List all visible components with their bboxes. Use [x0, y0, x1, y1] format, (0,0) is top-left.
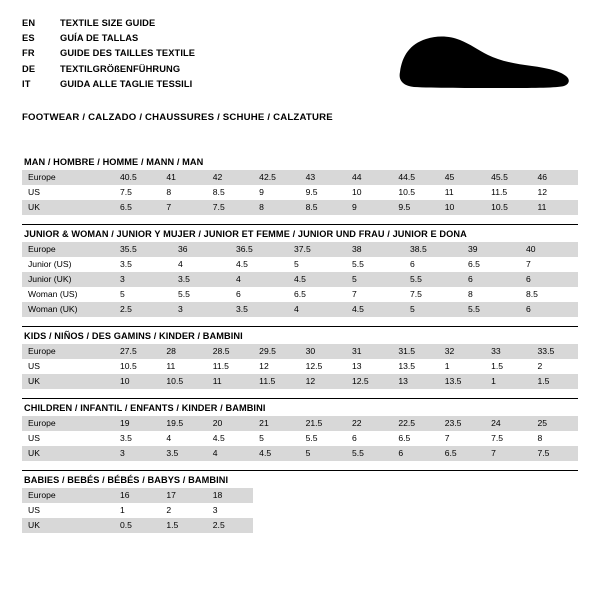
cell: 5 — [114, 287, 172, 302]
cell: 31.5 — [392, 344, 438, 359]
language-code: ES — [22, 33, 35, 44]
table-row — [22, 257, 578, 272]
section-title: CHILDREN / INFANTIL / ENFANTS / KINDER / BAMBINI — [22, 398, 578, 416]
row-label: UK — [22, 446, 114, 461]
row-label: Europe — [22, 170, 114, 185]
cell: 5.5 — [172, 287, 230, 302]
table-row — [22, 272, 578, 287]
table-row — [22, 287, 578, 302]
table-row — [22, 416, 578, 431]
cell: 13 — [392, 374, 438, 389]
cell: 16 — [114, 488, 160, 503]
cell: 7 — [520, 257, 578, 272]
language-code: IT — [22, 78, 31, 89]
cell: 0.5 — [114, 518, 160, 533]
cell: 3 — [172, 302, 230, 317]
cell: 10 — [114, 374, 160, 389]
cell: 19.5 — [160, 416, 206, 431]
cell: 1 — [485, 374, 531, 389]
cell: 22 — [346, 416, 392, 431]
section-title: KIDS / NIÑOS / DES GAMINS / KINDER / BAMBINI — [22, 326, 578, 344]
cell: 8.5 — [300, 200, 346, 215]
table-row — [22, 200, 578, 215]
cell: 27.5 — [114, 344, 160, 359]
table-row — [22, 503, 578, 518]
cell-empty — [253, 488, 299, 503]
cell-empty — [346, 518, 392, 533]
cell: 4.5 — [207, 431, 253, 446]
language-title: TEXTILGRÖßENFÜHRUNG — [60, 63, 181, 74]
cell: 23.5 — [439, 416, 485, 431]
cell: 11 — [207, 374, 253, 389]
cell: 6.5 — [392, 431, 438, 446]
cell: 11.5 — [253, 374, 299, 389]
language-title-list — [22, 16, 195, 92]
table-row — [22, 185, 578, 200]
cell: 4.5 — [253, 446, 299, 461]
cell: 5.5 — [346, 257, 404, 272]
cell: 8 — [462, 287, 520, 302]
cell: 7 — [346, 287, 404, 302]
row-label: Junior (UK) — [22, 272, 114, 287]
cell: 8 — [532, 431, 578, 446]
cell: 13 — [346, 359, 392, 374]
section-kids — [0, 326, 600, 389]
cell: 37.5 — [288, 242, 346, 257]
language-code: FR — [22, 48, 35, 59]
cell: 7.5 — [532, 446, 578, 461]
cell: 10.5 — [485, 200, 531, 215]
cell: 32 — [439, 344, 485, 359]
cell: 6 — [392, 446, 438, 461]
cell: 4 — [288, 302, 346, 317]
dress-shoe-icon — [392, 26, 572, 98]
cell: 10 — [439, 200, 485, 215]
cell-empty — [532, 503, 578, 518]
spacer — [0, 215, 600, 224]
size-table-babies — [22, 488, 578, 533]
cell: 1 — [114, 503, 160, 518]
cell: 45 — [439, 170, 485, 185]
cell: 4 — [160, 431, 206, 446]
cell: 30 — [300, 344, 346, 359]
language-code: EN — [22, 18, 36, 28]
cell-empty — [392, 488, 438, 503]
cell: 7.5 — [485, 431, 531, 446]
size-table-kids — [22, 344, 578, 389]
cell: 12 — [253, 359, 299, 374]
cell: 3.5 — [172, 272, 230, 287]
cell: 3.5 — [230, 302, 288, 317]
cell: 6.5 — [288, 287, 346, 302]
cell: 4 — [172, 257, 230, 272]
cell: 6 — [404, 257, 462, 272]
cell: 11 — [532, 200, 578, 215]
language-title: TEXTILE SIZE GUIDE — [60, 18, 156, 28]
cell: 3.5 — [160, 446, 206, 461]
cell: 3.5 — [114, 431, 160, 446]
cell: 9.5 — [300, 185, 346, 200]
cell: 4 — [207, 446, 253, 461]
cell: 5 — [253, 431, 299, 446]
cell: 1.5 — [532, 374, 578, 389]
row-label: Europe — [22, 344, 114, 359]
section-title: BABIES / BEBÉS / BÉBÉS / BABYS / BAMBINI — [22, 470, 578, 488]
cell-empty — [532, 518, 578, 533]
table-row — [22, 170, 578, 185]
cell-empty — [485, 518, 531, 533]
cell: 13.5 — [439, 374, 485, 389]
language-row — [22, 31, 195, 46]
cell: 18 — [207, 488, 253, 503]
spacer — [0, 389, 600, 398]
cell: 4.5 — [346, 302, 404, 317]
cell: 25 — [532, 416, 578, 431]
cell: 21 — [253, 416, 299, 431]
cell: 6 — [346, 431, 392, 446]
spacer — [0, 317, 600, 326]
cell: 21.5 — [300, 416, 346, 431]
cell: 1.5 — [160, 518, 206, 533]
cell: 11.5 — [207, 359, 253, 374]
cell: 7 — [485, 446, 531, 461]
row-label: Europe — [22, 242, 114, 257]
cell: 42.5 — [253, 170, 299, 185]
cell-empty — [300, 488, 346, 503]
language-row — [22, 77, 195, 92]
cell: 6.5 — [114, 200, 160, 215]
cell: 3 — [114, 446, 160, 461]
spacer — [0, 461, 600, 470]
cell-empty — [300, 518, 346, 533]
cell: 28 — [160, 344, 206, 359]
cell: 5.5 — [346, 446, 392, 461]
cell: 6 — [520, 302, 578, 317]
cell: 40 — [520, 242, 578, 257]
cell: 11 — [439, 185, 485, 200]
cell: 44 — [346, 170, 392, 185]
cell: 45.5 — [485, 170, 531, 185]
size-table-children — [22, 416, 578, 461]
cell: 7 — [439, 431, 485, 446]
cell: 35.5 — [114, 242, 172, 257]
cell: 8 — [253, 200, 299, 215]
cell: 9 — [346, 200, 392, 215]
cell: 10 — [346, 185, 392, 200]
cell: 2.5 — [114, 302, 172, 317]
table-row — [22, 374, 578, 389]
cell: 2 — [532, 359, 578, 374]
table-row — [22, 359, 578, 374]
size-table-junior-woman — [22, 242, 578, 317]
table-row — [22, 431, 578, 446]
category-heading: FOOTWEAR / CALZADO / CHAUSSURES / SCHUHE / CALZATURE — [22, 112, 333, 123]
section-junior-woman — [0, 224, 600, 317]
cell: 39 — [462, 242, 520, 257]
row-label: Woman (US) — [22, 287, 114, 302]
cell: 41 — [160, 170, 206, 185]
cell: 4 — [230, 272, 288, 287]
cell: 36.5 — [230, 242, 288, 257]
section-man — [0, 153, 600, 215]
language-title: GUIDE DES TAILLES TEXTILE — [60, 48, 196, 59]
cell: 10.5 — [160, 374, 206, 389]
cell-empty — [532, 488, 578, 503]
table-row — [22, 302, 578, 317]
cell: 46 — [532, 170, 578, 185]
cell: 6.5 — [462, 257, 520, 272]
language-row — [22, 62, 195, 77]
cell: 28.5 — [207, 344, 253, 359]
cell: 31 — [346, 344, 392, 359]
cell: 5 — [300, 446, 346, 461]
section-children — [0, 398, 600, 461]
cell: 6.5 — [439, 446, 485, 461]
cell: 6 — [520, 272, 578, 287]
cell-empty — [346, 488, 392, 503]
row-label: UK — [22, 518, 114, 533]
size-table-man — [22, 170, 578, 215]
cell: 20 — [207, 416, 253, 431]
cell: 1 — [439, 359, 485, 374]
cell: 44.5 — [392, 170, 438, 185]
cell: 5 — [346, 272, 404, 287]
cell: 12 — [300, 374, 346, 389]
row-label: Woman (UK) — [22, 302, 114, 317]
cell: 11.5 — [485, 185, 531, 200]
cell: 7.5 — [404, 287, 462, 302]
cell: 10.5 — [392, 185, 438, 200]
section-title: JUNIOR & WOMAN / JUNIOR Y MUJER / JUNIOR ET FEMME / JUNIOR UND FRAU / JUNIOR E DONA — [22, 224, 578, 242]
table-row — [22, 518, 578, 533]
row-label: Junior (US) — [22, 257, 114, 272]
cell-empty — [253, 518, 299, 533]
cell: 17 — [160, 488, 206, 503]
cell: 11 — [160, 359, 206, 374]
cell: 19 — [114, 416, 160, 431]
cell: 24 — [485, 416, 531, 431]
cell: 22.5 — [392, 416, 438, 431]
cell: 12.5 — [346, 374, 392, 389]
row-label: US — [22, 359, 114, 374]
language-code: DE — [22, 63, 36, 74]
cell: 12 — [532, 185, 578, 200]
cell: 42 — [207, 170, 253, 185]
language-title: GUÍA DE TALLAS — [60, 33, 139, 44]
cell: 5.5 — [404, 272, 462, 287]
document-header — [0, 0, 600, 110]
cell: 8.5 — [520, 287, 578, 302]
cell-empty — [253, 503, 299, 518]
cell-empty — [439, 518, 485, 533]
cell-empty — [439, 488, 485, 503]
table-row — [22, 242, 578, 257]
cell: 7.5 — [207, 200, 253, 215]
cell: 40.5 — [114, 170, 160, 185]
table-row — [22, 344, 578, 359]
cell: 43 — [300, 170, 346, 185]
cell: 7.5 — [114, 185, 160, 200]
cell: 5.5 — [300, 431, 346, 446]
cell: 3 — [207, 503, 253, 518]
cell: 12.5 — [300, 359, 346, 374]
cell: 6 — [230, 287, 288, 302]
cell: 10.5 — [114, 359, 160, 374]
cell-empty — [392, 518, 438, 533]
language-row — [22, 46, 195, 61]
cell: 8.5 — [207, 185, 253, 200]
cell: 5 — [288, 257, 346, 272]
section-babies — [0, 470, 600, 533]
cell: 4.5 — [230, 257, 288, 272]
cell: 1.5 — [485, 359, 531, 374]
row-label: UK — [22, 200, 114, 215]
cell: 4.5 — [288, 272, 346, 287]
cell: 7 — [160, 200, 206, 215]
cell: 3 — [114, 272, 172, 287]
cell: 38.5 — [404, 242, 462, 257]
cell: 6 — [462, 272, 520, 287]
cell: 5 — [404, 302, 462, 317]
row-label: US — [22, 503, 114, 518]
cell: 3.5 — [114, 257, 172, 272]
table-row — [22, 446, 578, 461]
row-label: Europe — [22, 488, 114, 503]
cell: 13.5 — [392, 359, 438, 374]
cell: 2.5 — [207, 518, 253, 533]
cell: 36 — [172, 242, 230, 257]
cell: 9.5 — [392, 200, 438, 215]
cell: 38 — [346, 242, 404, 257]
cell: 9 — [253, 185, 299, 200]
cell: 33.5 — [532, 344, 578, 359]
cell: 5.5 — [462, 302, 520, 317]
row-label: UK — [22, 374, 114, 389]
cell-empty — [392, 503, 438, 518]
row-label: Europe — [22, 416, 114, 431]
section-title: MAN / HOMBRE / HOMME / MANN / MAN — [24, 157, 204, 167]
row-label: US — [22, 431, 114, 446]
language-title: GUIDA ALLE TAGLIE TESSILI — [60, 78, 193, 89]
cell: 2 — [160, 503, 206, 518]
cell-empty — [300, 503, 346, 518]
cell-empty — [439, 503, 485, 518]
row-label: US — [22, 185, 114, 200]
cell-empty — [485, 503, 531, 518]
language-row — [22, 16, 195, 31]
cell: 29.5 — [253, 344, 299, 359]
table-row — [22, 488, 578, 503]
cell-empty — [485, 488, 531, 503]
cell: 33 — [485, 344, 531, 359]
cell: 8 — [160, 185, 206, 200]
cell-empty — [346, 503, 392, 518]
